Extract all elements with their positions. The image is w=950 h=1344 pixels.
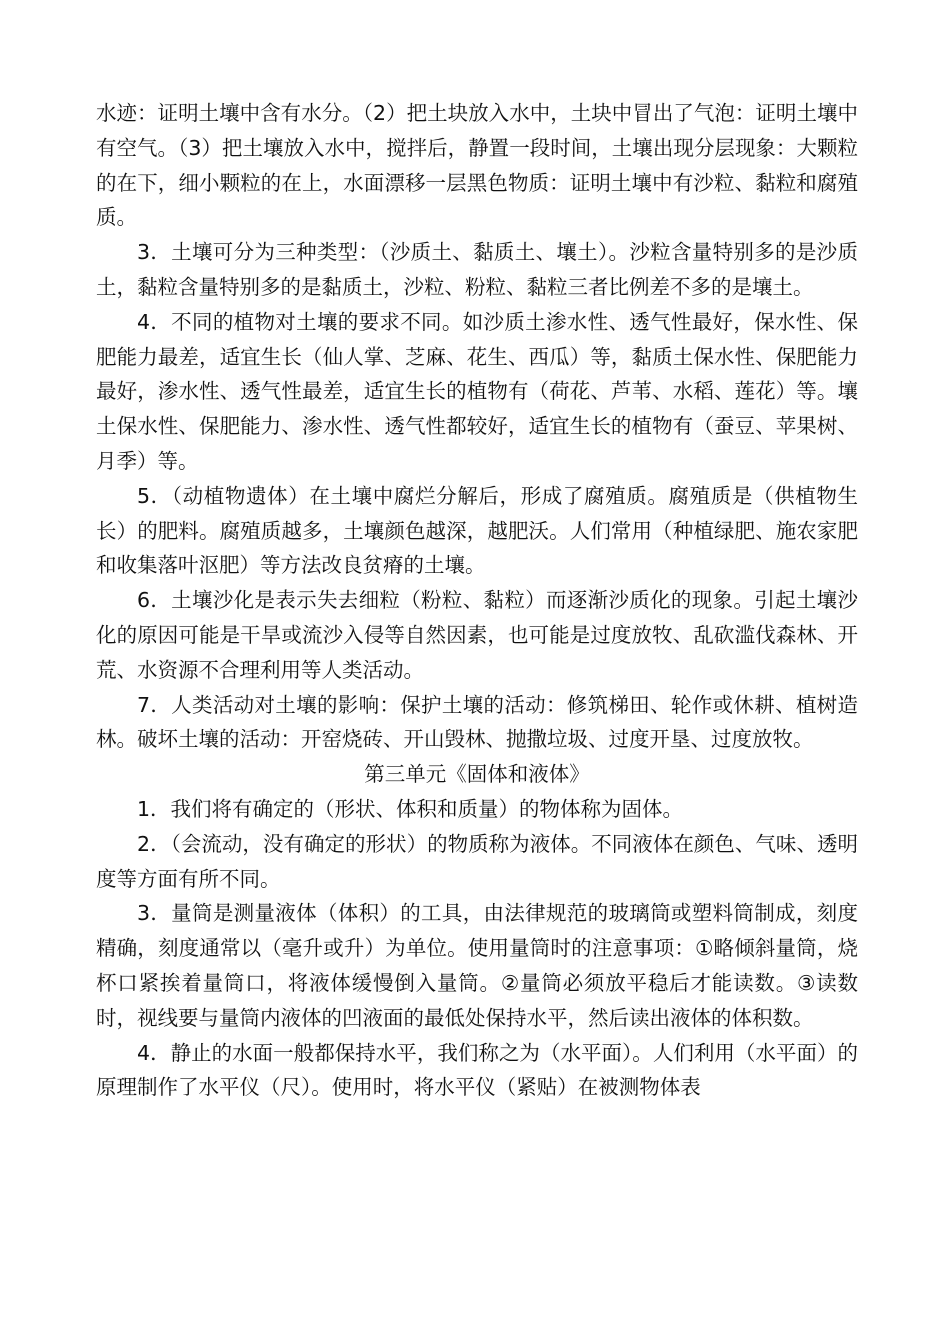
paragraph-item-1-solid: 1．我们将有确定的（形状、体积和质量）的物体称为固体。: [137, 796, 684, 821]
paragraph-item-6-desertification: 6．土壤沙化是表示失去细粒（粉粒、黏粒）而逐渐沙质化的现象。引起土壤沙化的原因可能是干旱或流沙入侵等自然因素，也可能是过度放牧、乱砍滥伐森林、开荒、水资源不合理利用等人类活动。: [96, 588, 858, 682]
paragraph-item-5-humus: 5．（动植物遗体）在土壤中腐烂分解后，形成了腐殖质。腐殖质是（供植物生长）的肥料。腐殖质越多，土壤颜色越深，越肥沃。人们常用（种植绿肥、施农家肥和收集落叶沤肥）等方法改良贫瘠的土壤。: [96, 483, 858, 578]
paragraph-item-4-plants-soil: 4．不同的植物对土壤的要求不同。如沙质土渗水性、透气性最好，保水性、保肥能力最差，适宜生长（仙人掌、芝麻、花生、西瓜）等，黏质土保水性、保肥能力最好，渗水性、透气性最差，适宜生长的植物有（荷花、芦苇、水稻、莲花）等。壤土保水性、保肥能力、渗水性、透气性都较好，适宜生长的植物有（蚕豆、苹果树、月季）等。: [96, 309, 858, 473]
document-page: [96, 96, 858, 1105]
section-heading: 第三单元《固体和液体》: [364, 762, 590, 787]
paragraph-item-7-human-activity: 7．人类活动对土壤的影响：保护土壤的活动：修筑梯田、轮作或休耕、植树造林。破坏土壤的活动：开窑烧砖、开山毁林、抛撒垃圾、过度开垦、过度放牧。: [96, 692, 858, 752]
paragraph-item-3-soil-types: 3．土壤可分为三种类型：（沙质土、黏质土、壤土）。沙粒含量特别多的是沙质土，黏粒含量特别多的是黏质土，沙粒、粉粒、黏粒三者比例差不多的是壤土。: [96, 240, 858, 299]
paragraph-item-2-liquid: 2．（会流动，没有确定的形状）的物质称为液体。不同液体在颜色、气味、透明度等方面有所不同。: [96, 831, 858, 891]
paragraph-item-4-level: 4．静止的水面一般都保持水平，我们称之为（水平面）。人们利用（水平面）的原理制作了水平仪（尺）。使用时，将水平仪（紧贴）在被测物体表: [96, 1040, 858, 1100]
paragraph-item-3-graduated-cylinder: 3．量筒是测量液体（体积）的工具，由法律规范的玻璃筒或塑料筒制成，刻度精确，刻度通常以（毫升或升）为单位。使用量筒时的注意事项：①略倾斜量筒，烧杯口紧挨着量筒口，将液体缓慢倒入量筒。②量筒必须放平稳后才能读数。③读数时，视线要与量筒内液体的凹液面的最低处保持水平，然后读出液体的体积数。: [96, 901, 858, 1030]
paragraph-continuation: 水迹：证明土壤中含有水分。（2）把土块放入水中，土块中冒出了气泡：证明土壤中有空气。（3）把土壤放入水中，搅拌后，静置一段时间，土壤出现分层现象：大颗粒的在下，细小颗粒的在上，水面漂移一层黑色物质：证明土壤中有沙粒、黏粒和腐殖质。: [96, 101, 858, 230]
